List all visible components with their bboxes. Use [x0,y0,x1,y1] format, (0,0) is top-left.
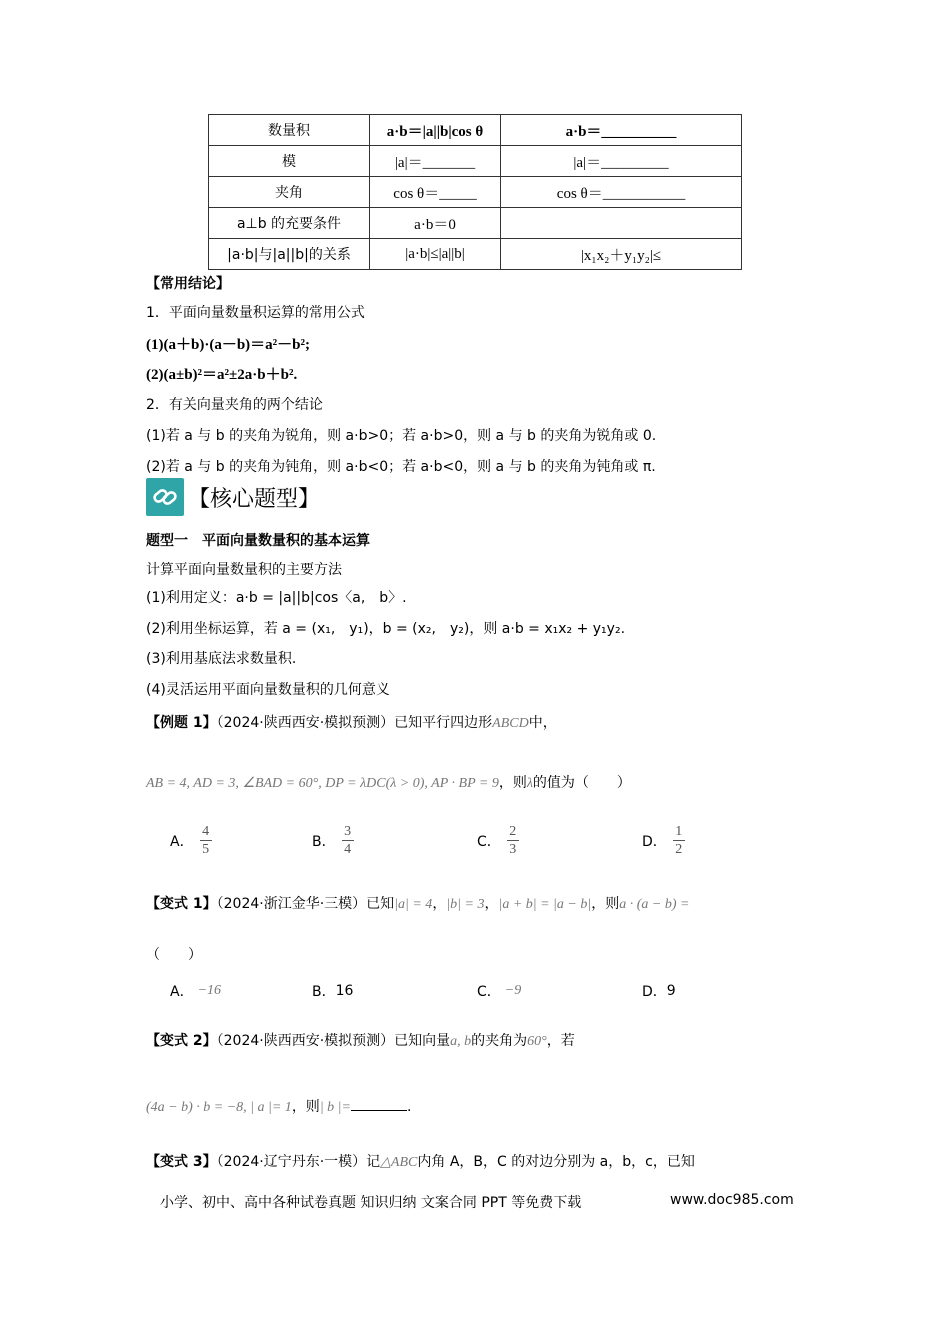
method-title: 计算平面向量数量积的主要方法 [146,562,342,578]
option-b[interactable] [312,824,354,857]
variant-text: 的夹角为 [471,1033,528,1049]
table-cell: |a·b|≤|a||b| [370,239,501,270]
variant-2-stem [146,1030,575,1050]
fraction [342,824,354,857]
formula-line: (1)(a＋b)·(a－b)＝a²－b²; [146,337,310,353]
variant-label: 【变式 3】 [146,1154,217,1170]
math-expression: |a| = 4 [394,897,433,912]
variant-1-stem: 【变式 1】（2024·浙江金华·三模）已知|a| = 4，|b| = 3，|a + b| = |a − b|，则a · (a − b) = [146,896,690,912]
variant-text: ，则 [291,1099,320,1115]
variant-text: . [406,1099,412,1115]
math-expression: λ [526,776,533,791]
example-text: ，则 [498,775,527,791]
variant-3-stem [146,1151,695,1171]
option-c[interactable] [477,981,521,1001]
table-cell: |a·b|与|a||b|的关系 [209,239,370,270]
fraction [673,824,685,857]
denominator: 4 [344,842,352,857]
variant-label: 【变式 2】 [146,1033,217,1049]
example-1-condition [146,772,631,792]
variant-source: （2024·陕西西安·模拟预测）已知向量 [216,1033,451,1049]
option-value: 16 [335,983,354,999]
option-d[interactable] [642,824,685,857]
math-expression: |a + b| = |a − b| [498,897,592,912]
variant-source: （2024·辽宁丹东·一模）记 [216,1154,381,1170]
table-cell: cos θ＝_____ [370,177,501,208]
variant-label: 【变式 1】 [146,896,217,912]
table-cell [501,208,742,239]
answer-blank[interactable] [351,1096,407,1111]
option-b[interactable] [312,981,353,1001]
formula-table [208,114,742,270]
option-d[interactable] [642,981,676,1001]
numerator: 2 [509,824,517,839]
question-type-heading: 题型一 平面向量数量积的基本运算 [146,533,370,549]
example-label: 【例题 1】 [146,715,217,731]
variant-source: （2024·浙江金华·三模）已知 [216,896,395,912]
conclusion-line: (2)若 a 与 b 的夹角为钝角，则 a·b<0；若 a·b<0，则 a 与 b 的夹角为钝角或 π. [146,459,656,475]
option-value: −9 [504,983,522,998]
method-line: (3)利用基底法求数量积. [146,651,297,667]
footer-text: 小学、初中、高中各种试卷真题 知识归纳 文案合同 PPT 等免费下载 [160,1195,582,1211]
table-row [209,239,742,270]
option-value: −16 [197,983,222,998]
math-expression: | b |= [319,1100,351,1115]
option-letter: D． [642,833,667,850]
math-expression: △ABC [380,1155,418,1170]
denominator: 3 [509,842,517,857]
math-expression: 60° [527,1034,547,1049]
conclusion-line: (1)若 a 与 b 的夹角为锐角，则 a·b>0；若 a·b>0，则 a 与 b 的夹角为锐角或 0. [146,428,657,444]
math-expression: a · (a − b) = [619,897,690,912]
table-cell: a·b＝0 [370,208,501,239]
conclusion-item: 2．有关向量夹角的两个结论 [146,397,323,413]
example-text: 中， [528,715,557,731]
math-expression: ABCD [492,716,529,731]
method-line: (2)利用坐标运算，若 a = (x₁, y₁)，b = (x₂, y₂)，则 a·b = x₁x₂ + y₁y₂. [146,621,626,637]
denominator: 2 [675,842,683,857]
formula-line: (2)(a±b)²＝a²±2a·b＋b². [146,367,298,383]
table-row [209,146,742,177]
example-1-stem [146,712,557,732]
table-cell: 模 [209,146,370,177]
table-cell: a⊥b 的充要条件 [209,208,370,239]
option-value: 9 [666,983,676,999]
page-footer [160,1192,794,1212]
math-expression: a, b [450,1034,472,1049]
option-a[interactable] [170,824,212,857]
option-letter: A． [170,984,194,1000]
math-expression: |b| = 3 [446,897,485,912]
variant-1-paren: （ ） [146,947,202,963]
variant-text: 内角 A，B，C 的对边分别为 a，b，c，已知 [417,1154,695,1170]
numerator: 1 [675,824,683,839]
variant-text: ，则 [591,896,620,912]
example-source: （2024·陕西西安·模拟预测）已知平行四边形 [216,715,493,731]
option-a[interactable] [170,981,221,1001]
table-cell: |x₁x₂＋y₁y₂|≤ [501,239,742,270]
method-line: (1)利用定义：a·b = |a||b|cos〈a, b〉. [146,590,407,606]
option-letter: C． [477,984,501,1000]
footer-url[interactable]: www.doc985.com [670,1192,794,1208]
table-row [209,208,742,239]
table-cell: cos θ＝___________ [501,177,742,208]
table-cell: |a|＝_________ [501,146,742,177]
math-expression: AB = 4, AD = 3, ∠BAD = 60°, DP = λDC(λ > 0), AP · BP = 9 [146,776,499,791]
denominator: 5 [202,842,210,857]
conclusions-heading: 【常用结论】 [146,276,230,292]
link-icon [146,478,184,516]
core-section-header [146,478,320,516]
option-letter: D． [642,984,667,1000]
numerator: 4 [202,824,210,839]
table-cell: a·b＝__________ [501,115,742,146]
option-letter: B． [312,833,336,850]
variant-2-condition [146,1096,411,1116]
table-cell: 数量积 [209,115,370,146]
numerator: 3 [344,824,352,839]
table-cell: a·b＝|a||b|cos θ [370,115,501,146]
method-line: (4)灵活运用平面向量数量积的几何意义 [146,682,390,698]
core-title: 【核心题型】 [188,486,321,512]
option-c[interactable] [477,824,519,857]
option-letter: B． [312,984,336,1000]
conclusion-item: 1．平面向量数量积运算的常用公式 [146,305,365,321]
fraction [507,824,519,857]
math-expression: (4a − b) · b = −8, | a |= 1 [146,1100,292,1115]
table-cell: |a|＝_______ [370,146,501,177]
table-row [209,115,742,146]
option-letter: C． [477,833,501,850]
option-letter: A． [170,833,194,850]
variant-text: ，若 [546,1033,575,1049]
example-text: 的值为（ ） [532,775,631,791]
table-row [209,177,742,208]
fraction [200,824,212,857]
table-cell: 夹角 [209,177,370,208]
